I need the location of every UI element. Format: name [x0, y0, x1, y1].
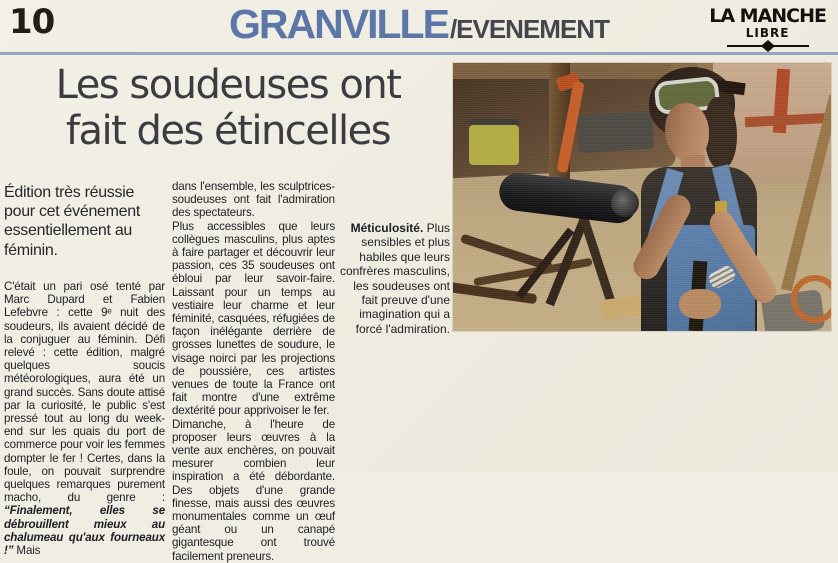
article-column-2 — [172, 180, 335, 563]
section-header — [229, 1, 609, 48]
plane-icon — [725, 40, 811, 52]
masthead-title: LA MANCHE — [709, 5, 826, 27]
page-number: 10 — [9, 2, 55, 42]
masthead-subtitle: LIBRE — [745, 26, 790, 40]
body-text: Mais — [13, 544, 41, 558]
body-text: C'était un pari osé tenté par Marc Dupard et Fabien Lefebvre : cette 9ᵉ nuit des soudeurs, ils avaient décidé de la conjuguer au féminin. Défi relevé : cette édition, malgré quelques soucis météorologiques, aura été un grand succès. Sans doute attisé par la curiosité, le public s'est pressé tout au long du week-end sur les quais du port de commerce pour voir les femmes dompter le fer ! Certes, dans la foule, on pouvait surprendre quelques remarques purement macho, du genre : — [4, 280, 165, 505]
headline-line-2: fait des étincelles — [65, 108, 391, 154]
article-lede: Édition très réussie pour cet événement essentiellement au féminin. — [4, 184, 141, 259]
header-divider — [0, 52, 838, 55]
masthead-logo — [709, 7, 826, 52]
caption-text: Plus sensibles et plus habiles que leurs confrères masculins, les soudeuses ont fait preuve d'une imagination qui a forcé l'admiration. — [339, 221, 450, 336]
headline-line-1: Les soudeuses ont — [55, 62, 401, 108]
article-headline — [0, 62, 456, 154]
section-subtitle: /EVENEMENT — [449, 14, 609, 44]
paragraph: Plus accessibles que leurs collègues masculins, plus aptes à faire partager et découvrir leur passion, ces 35 soudeuses ont ébloui par leur savoir-faire. Laissant pour un temps au vestiaire leur charme et leur féminité, casquées, réfugiées de façon inélégante derrière de grosses lunettes de soudure, le visage noirci par les projections de poussière, ces artistes venues de toute la France ont fait montre d'une extrême dextérité pour apprivoiser le fer. — [172, 219, 335, 418]
paragraph — [4, 280, 165, 557]
article-column-1 — [4, 280, 165, 557]
photo-grain-overlay — [453, 63, 831, 331]
paragraph: Dimanche, à l'heure de proposer leurs œuvres à la vente aux enchères, on pouvait mesurer combien leur inspiration a été débordante. Des objets d'une grande finesse, mais aussi des œuvres monumentales comme un œuf géant ou un canapé gigantesque ont trouvé facilement preneurs. — [172, 417, 335, 563]
article-photo — [452, 62, 832, 332]
photo-caption — [334, 221, 450, 336]
quote-text: “Finalement, elles se débrouillent mieux au chalumeau qu'aux fourneaux !” — [4, 504, 165, 558]
section-title: GRANVILLE — [229, 1, 448, 47]
paragraph: dans l'ensemble, les sculptrices-soudeuses ont fait l'admiration des spectateurs. — [172, 180, 335, 220]
caption-lead: Méticulosité. — [350, 221, 424, 235]
